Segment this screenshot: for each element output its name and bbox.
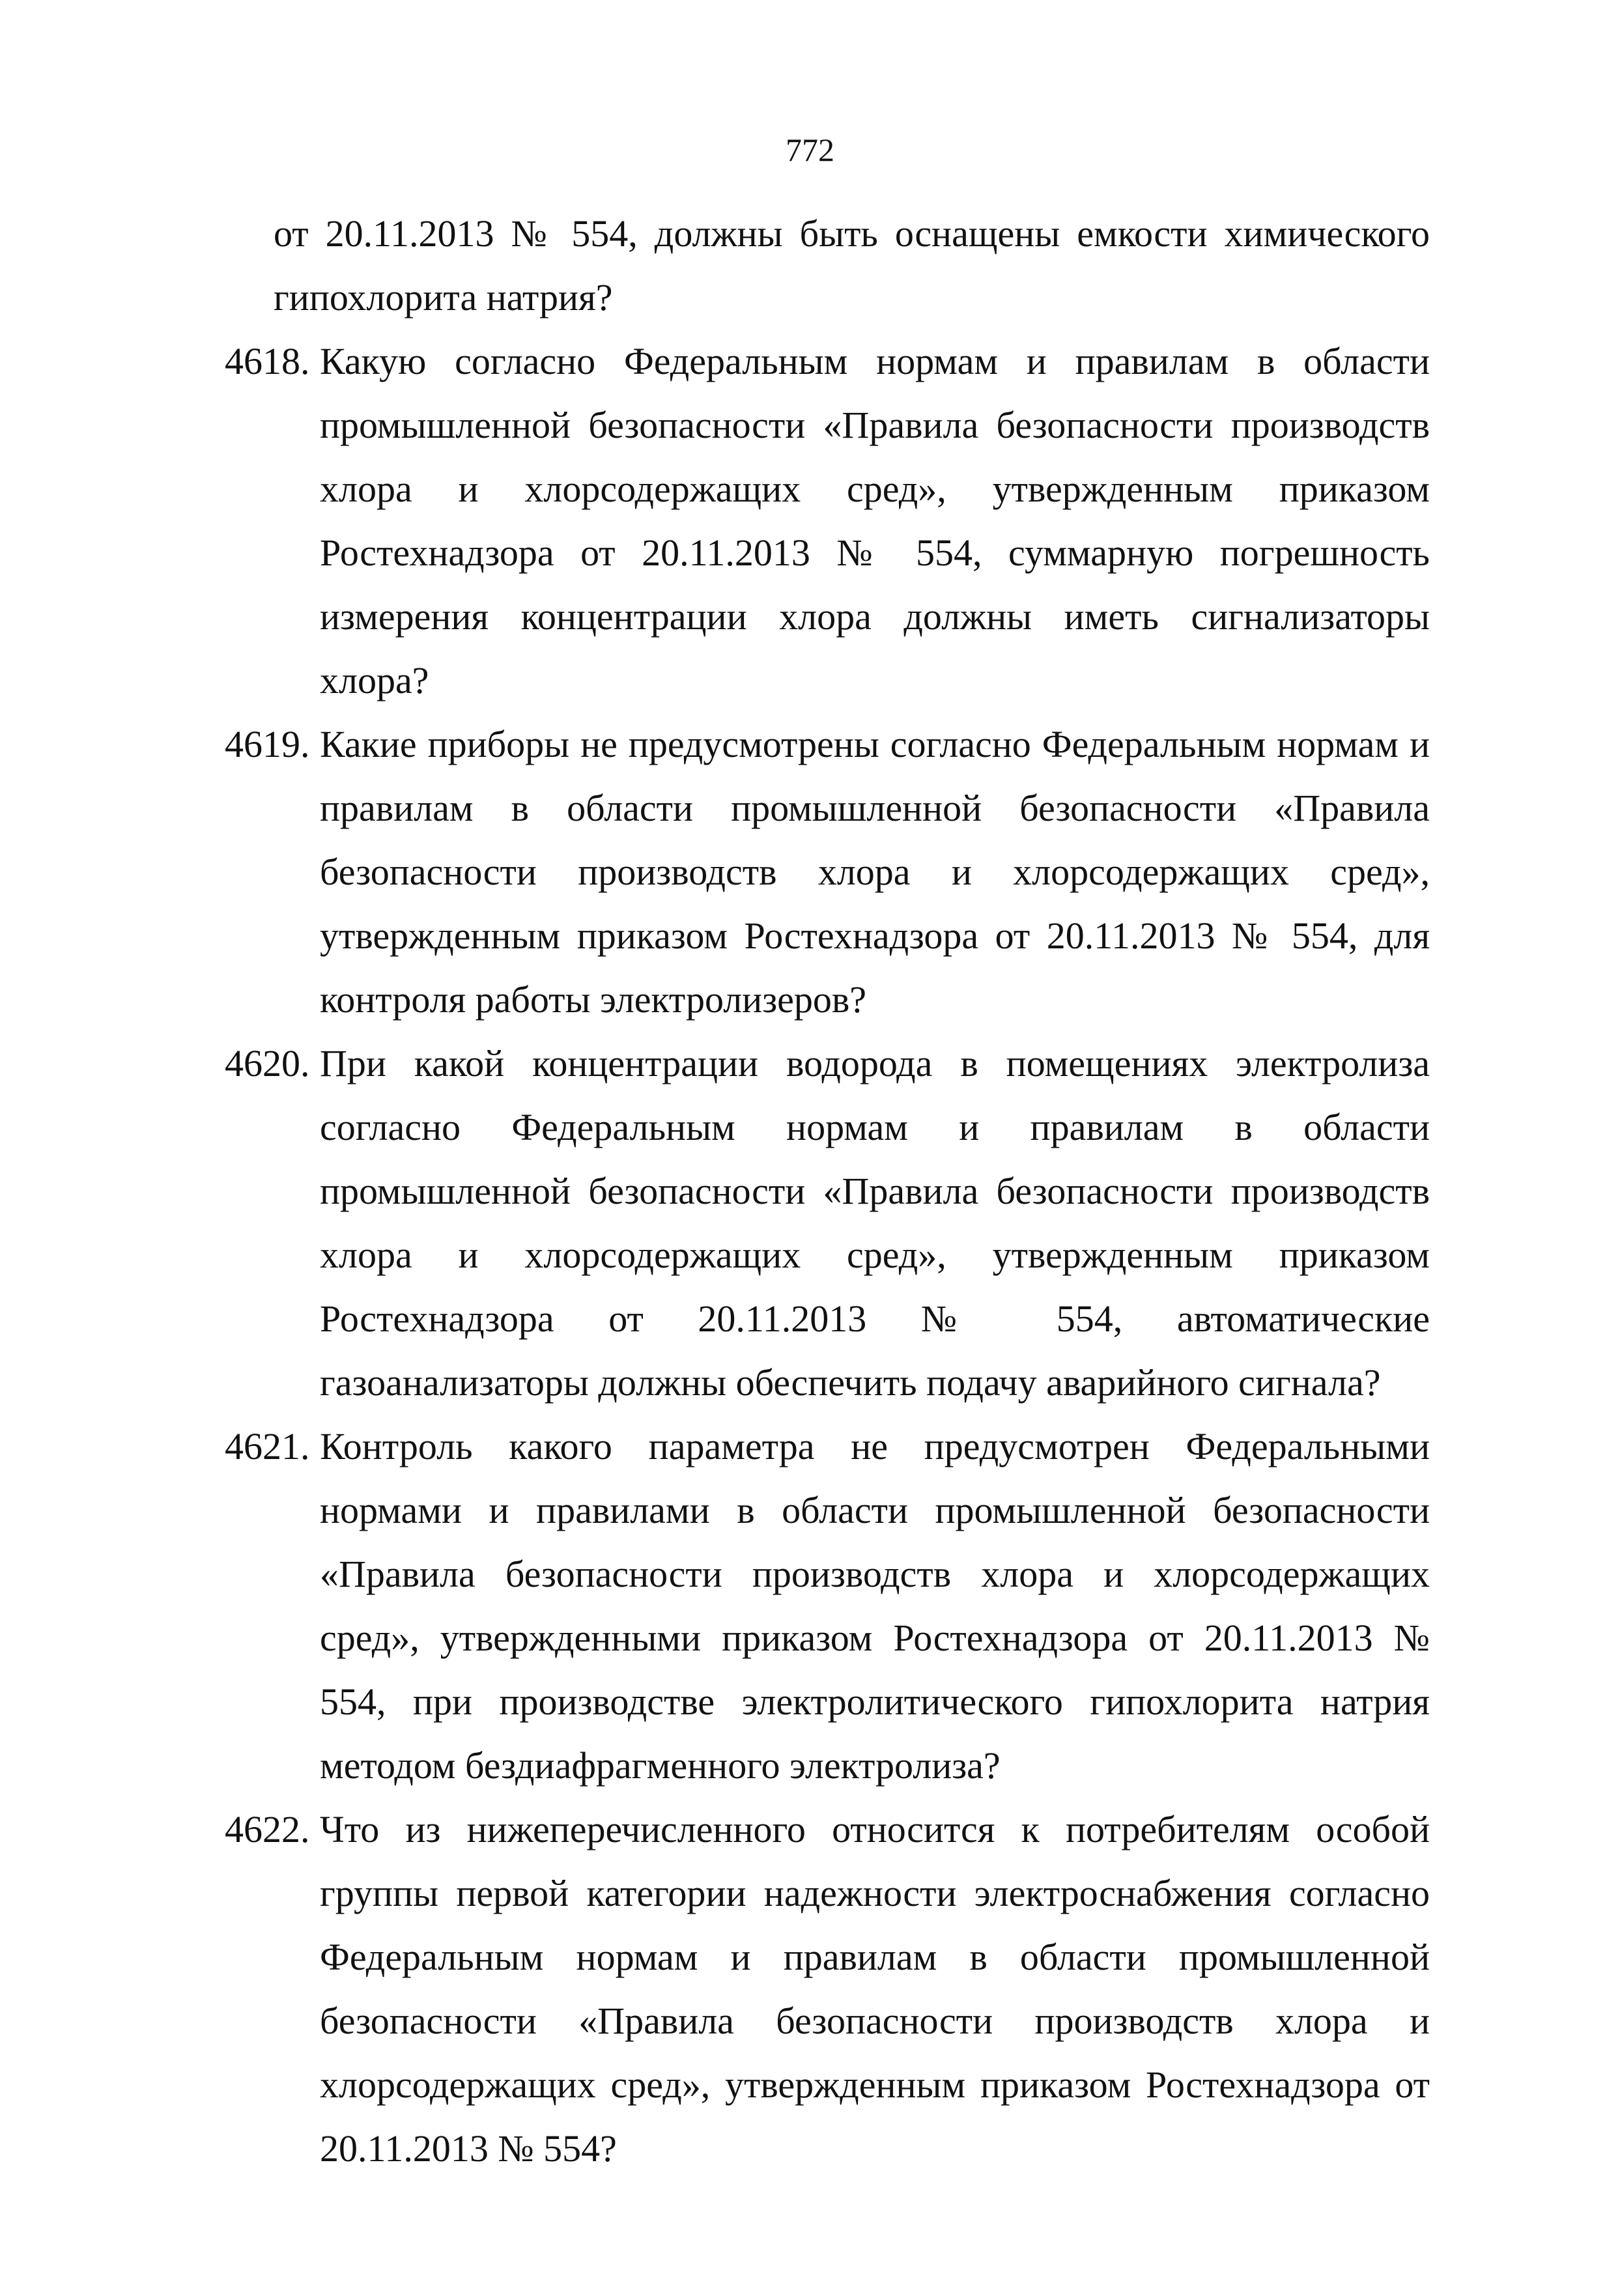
question-4618 [225, 330, 1430, 713]
question-4619 [225, 713, 1430, 1032]
question-number: 4621. [225, 1425, 310, 1467]
question-number: 4618. [225, 340, 310, 382]
intro-paragraph: от 20.11.2013 № 554, должны быть оснащены емкости химического гипохлорита натрия? [274, 212, 1430, 319]
question-number: 4622. [225, 1808, 310, 1850]
question-text: Какие приборы не предусмотрены согласно Федеральным нормам и правилам в области промышленной безопасности «Правила безопасности производств хлора и хлорсодержащих сред», утвержденным приказом Ростехнадзора от 20.11.2013 № 554, для контроля работы электролизеров? [320, 723, 1430, 1021]
question-4621 [225, 1415, 1430, 1798]
question-4620 [225, 1032, 1430, 1415]
question-text: Что из нижеперечисленного относится к потребителям особой группы первой категории надежности электроснабжения согласно Федеральным нормам и правилам в области промышленной безопасности «Правила безопасности производств хлора и хлорсодержащих сред», утвержденным приказом Ростехнадзора от 20.11.2013 № 554? [320, 1808, 1430, 2170]
question-number: 4619. [225, 723, 310, 765]
question-text: При какой концентрации водорода в помещениях электролиза согласно Федеральным нормам и правилам в области промышленной безопасности «Правила безопасности производств хлора и хлорсодержащих сред», утвержденным приказом Ростехнадзора от 20.11.2013 № 554, автоматические газоанализаторы должны обеспечить подачу аварийного сигнала? [320, 1042, 1430, 1404]
page-number: 772 [786, 132, 834, 168]
question-text: Какую согласно Федеральным нормам и правилам в области промышленной безопасности «Правила безопасности производств хлора и хлорсодержащих сред», утвержденным приказом Ростехнадзора от 20.11.2013 № 554, суммарную погрешность измерения концентрации хлора должны иметь сигнализаторы хлора? [320, 340, 1430, 702]
question-text: Контроль какого параметра не предусмотрен Федеральными нормами и правилами в области промышленной безопасности «Правила безопасности производств хлора и хлорсодержащих сред», утвержденными приказом Ростехнадзора от 20.11.2013 № 554, при производстве электролитического гипохлорита натрия методом бездиафрагменного электролиза? [320, 1425, 1430, 1787]
question-4622 [225, 1798, 1430, 2181]
document-body [225, 202, 1430, 2181]
question-number: 4620. [225, 1042, 310, 1084]
